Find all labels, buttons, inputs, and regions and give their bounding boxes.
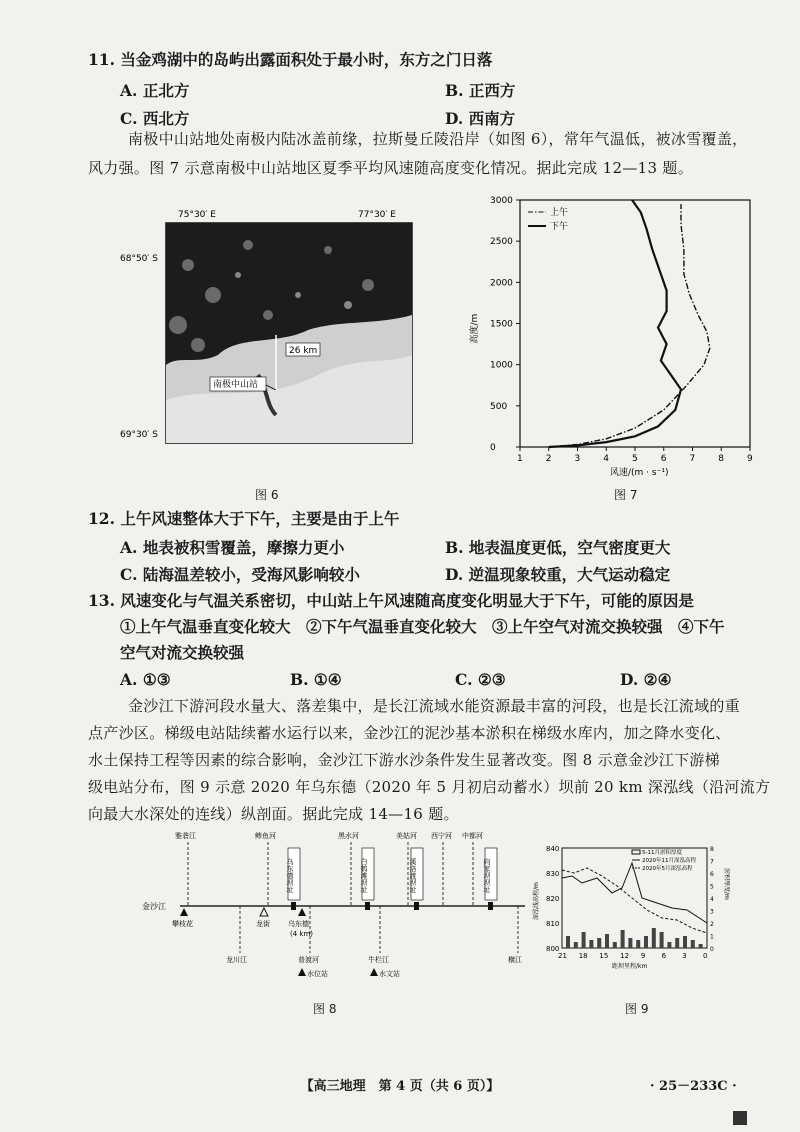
- q11-option-c: C. 西北方: [120, 109, 190, 128]
- fig7-x-tick-label: 4: [603, 454, 609, 464]
- fig8-place-niulan: 牛栏江: [368, 956, 389, 964]
- fig9-x-tick-label: 6: [661, 952, 667, 960]
- fig9-bar: [660, 932, 664, 948]
- fig9-bar: [589, 940, 593, 948]
- fig8-place-wudongde: 乌东德: [288, 920, 309, 928]
- fig9-y-tick-label: 810: [546, 920, 560, 928]
- fig7-x-tick-label: 9: [747, 454, 753, 464]
- fig8-trib-meigu: 美姑河: [396, 832, 417, 840]
- fig6-caption: 图 6: [255, 488, 279, 502]
- fig9-x-label: 距坝里程/km: [612, 963, 648, 970]
- fig9-bar: [652, 928, 656, 948]
- q11-option-b: B. 正西方: [445, 81, 516, 100]
- fig9-y2-tick-label: 4: [710, 896, 714, 903]
- fig6-lon-left: 75°30′ E: [178, 210, 216, 220]
- q12-option-d: D. 逆温现象较重，大气运动稳定: [445, 565, 671, 584]
- q11-option-a: A. 正北方: [120, 81, 190, 100]
- fig7-caption: 图 7: [614, 488, 638, 502]
- fig6-station-label: 南极中山站: [213, 380, 259, 390]
- fig8-place-4km: (4 km): [290, 930, 314, 938]
- intro2-line2: 点产沙区。梯级电站陆续蓄水运行以来，金沙江的泥沙基本淤积在梯级水库内，加之降水变化、: [88, 724, 731, 742]
- fig7-x-tick-label: 1: [517, 454, 523, 464]
- fig7-x-tick-label: 3: [574, 454, 581, 464]
- fig9-y2-tick-label: 3: [710, 908, 714, 916]
- fig8-dam-baihetan: 白鹤滩坝址: [360, 858, 368, 893]
- fig9-bar: [605, 934, 609, 948]
- footer-page-label: 【高三地理 第 4 页（共 6 页）】: [300, 1079, 500, 1094]
- fig8-trib-heishui: 黑水河: [338, 832, 359, 840]
- q11-option-d: D. 西南方: [445, 109, 516, 128]
- fig7-x-tick-label: 7: [689, 454, 696, 464]
- fig9-y-tick-label: 840: [546, 845, 560, 853]
- fig9-x-tick-label: 12: [620, 952, 630, 960]
- fig9-legend-may: 2020年5月深泓高程: [642, 866, 693, 872]
- fig7-plot-area: [520, 200, 750, 447]
- fig7-x-tick-label: 2: [545, 454, 552, 464]
- intro2-line4: 级电站分布，图 9 示意 2020 年乌东德（2020 年 5 月初启动蓄水）坝前 20 km 深泓线（沿河流方: [88, 778, 771, 796]
- fig9-legend-bar: 5-11月淤积厚度: [642, 850, 682, 856]
- fig9-y2-tick-label: 5: [710, 883, 714, 891]
- fig9-y2-tick-label: 7: [710, 858, 714, 866]
- fig9-series-nov: [562, 863, 707, 923]
- fig9-bar: [582, 932, 586, 948]
- intro2-line5: 向最大水深处的连线）纵剖面。据此完成 14—16 题。: [88, 805, 459, 823]
- fig7-y-tick-label: 500: [490, 401, 508, 412]
- q12-option-a: A. 地表被积雪覆盖，摩擦力更小: [120, 538, 345, 557]
- fig9-x-tick-label: 18: [578, 952, 588, 960]
- fig9-y-tick-label: 830: [546, 870, 560, 878]
- qr-code-icon: [733, 1111, 747, 1125]
- fig7-y-tick-label: 1000: [490, 360, 513, 371]
- fig8-trib-zhongdu: 中都河: [462, 832, 483, 840]
- fig8-river-label: 金沙江: [142, 902, 166, 911]
- fig9-bar: [683, 936, 687, 948]
- fig9-bar: [636, 940, 640, 948]
- fig8-dam-wudongde: 乌东德坝址: [286, 858, 294, 893]
- q12-stem: 12. 上午风速整体大于下午，主要是由于上午: [88, 509, 400, 528]
- fig9-bar: [675, 938, 679, 948]
- fig7-y-tick-label: 1500: [490, 319, 513, 330]
- fig9-bar: [613, 942, 617, 948]
- fig7-y-tick-label: 2000: [490, 278, 513, 289]
- fig9-series-may: [562, 868, 707, 933]
- fig9-y2-tick-label: 1: [710, 933, 714, 941]
- fig9-x-tick-label: 21: [558, 952, 567, 960]
- fig7-y-label: 高度/m: [470, 313, 480, 344]
- fig9-y-tick-label: 820: [546, 895, 560, 903]
- fig9-x-tick-label: 3: [682, 952, 687, 960]
- footer-code: · 25－233C ·: [650, 1079, 737, 1094]
- fig9-y2-tick-label: 6: [710, 871, 714, 878]
- q13-option-b: B. ①④: [290, 670, 342, 689]
- fig9-y2-tick-label: 0: [710, 946, 714, 953]
- fig8-place-hengjiang: 横江: [508, 956, 522, 964]
- fig9-x-tick-label: 0: [703, 952, 708, 960]
- fig7-chart: [465, 190, 765, 480]
- q13-option-a: A. ①③: [120, 670, 171, 689]
- fig7-x-tick-label: 6: [660, 454, 667, 464]
- fig7-y-tick-label: 2500: [490, 237, 513, 248]
- fig8-diagram: [140, 828, 540, 998]
- fig8-caption: 图 8: [313, 1002, 337, 1016]
- fig8-trib-shenyu: 鲹鱼河: [255, 832, 276, 840]
- fig8-dam-xiangjiaba: 向家坝坝址: [483, 858, 491, 893]
- fig9-y2-tick-label: 8: [710, 846, 714, 853]
- fig9-bar: [628, 938, 632, 948]
- fig9-bar: [667, 942, 671, 948]
- intro1-line1: 南极中山站地处南极内陆冰盖前缘，拉斯曼丘陵沿岸（如图 6），常年气温低，被冰雪覆盖，: [128, 130, 748, 148]
- fig9-x-tick-label: 15: [599, 952, 609, 960]
- fig9-y-tick-label: 800: [546, 945, 560, 953]
- q13-stem: 13. 风速变化与气温关系密切，中山站上午风速随高度变化明显大于下午，可能的原因是: [88, 591, 694, 610]
- q12-option-c: C. 陆海温差较小，受海风影响较小: [120, 565, 360, 584]
- intro1-line2: 风力强。图 7 示意南极中山站地区夏季平均风速随高度变化情况。据此完成 12—13 题。: [88, 159, 693, 177]
- fig9-caption: 图 9: [625, 1002, 649, 1016]
- fig9-bar: [597, 938, 601, 948]
- fig6-distance-label: 26 km: [289, 346, 318, 356]
- fig9-bar: [699, 944, 703, 948]
- fig7-series-am: [549, 204, 710, 447]
- fig8-place-longchuan: 龙川江: [226, 956, 247, 964]
- fig9-y-label: 深泓线高程/m: [533, 882, 540, 920]
- fig6-lon-right: 77°30′ E: [358, 210, 396, 220]
- fig6-lat-top: 68°50′ S: [120, 254, 159, 264]
- fig8-place-panzhihua: 攀枝花: [172, 920, 193, 928]
- fig7-legend-am: 上午: [550, 208, 569, 218]
- intro2-line3: 水土保持工程等因素的综合影响，金沙江下游水沙条件发生显著改变。图 8 示意金沙江下游梯: [88, 751, 720, 769]
- fig9-bar: [574, 942, 578, 948]
- q11-stem: 11. 当金鸡湖中的岛屿出露面积处于最小时，东方之门日落: [88, 50, 493, 69]
- fig9-x-tick-label: 9: [640, 952, 646, 960]
- fig8-place-pudu: 普渡河: [298, 956, 319, 964]
- fig9-y2-tick-label: 2: [710, 921, 714, 928]
- fig7-legend-pm: 下午: [550, 222, 569, 232]
- fig9-bar: [566, 936, 570, 948]
- q13-option-c: C. ②③: [455, 670, 506, 689]
- fig6-map: [118, 205, 418, 450]
- fig7-y-tick-label: 3000: [490, 196, 513, 206]
- q13-option-d: D. ②④: [620, 670, 672, 689]
- fig8-trib-yalong: 雅砻江: [175, 832, 196, 840]
- fig8-station-water-level: 水位站: [307, 970, 328, 978]
- fig9-bar: [621, 930, 625, 948]
- fig7-x-tick-label: 5: [632, 454, 638, 464]
- fig9-chart: [530, 840, 730, 990]
- fig9-legend-nov: 2020年11月深泓高程: [642, 858, 696, 864]
- fig8-dam-xiluodu: 溪洛渡坝址: [409, 858, 417, 893]
- fig9-legend-bar-swatch: [632, 850, 640, 854]
- fig7-x-tick-label: 8: [718, 454, 724, 464]
- fig8-trib-xining: 西宁河: [431, 832, 452, 840]
- fig9-bar: [644, 936, 648, 948]
- fig7-series-pm: [549, 200, 681, 447]
- q12-option-b: B. 地表温度更低，空气密度更大: [445, 538, 671, 557]
- fig8-place-longjie: 龙街: [256, 920, 270, 928]
- fig7-x-label: 风速/(m · s⁻¹): [610, 468, 669, 478]
- fig9-y2-label: 淤积厚度/m: [723, 868, 730, 900]
- fig7-y-tick-label: 0: [490, 443, 496, 453]
- q13-items-line2: 空气对流交换较强: [120, 643, 245, 662]
- q13-items-line1: ①上午气温垂直变化较大 ②下午气温垂直变化较大 ③上午空气对流交换较强 ④下午: [120, 617, 725, 636]
- fig9-bar: [691, 940, 695, 948]
- fig8-station-hydrologic: 水文站: [379, 970, 400, 978]
- fig6-lat-bottom: 69°30′ S: [120, 430, 159, 440]
- intro2-line1: 金沙江下游河段水量大、落差集中，是长江流域水能资源最丰富的河段，也是长江流域的重: [128, 697, 741, 715]
